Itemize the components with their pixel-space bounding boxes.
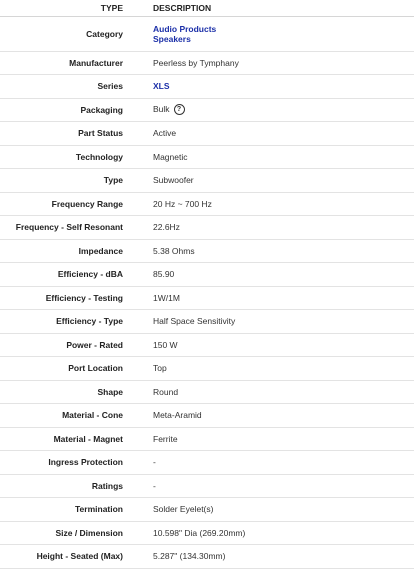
speakers-link[interactable]: Speakers [153,33,191,44]
series-link[interactable]: XLS [153,81,170,92]
table-row [0,404,414,428]
table-row [0,98,414,122]
row-label-height-seated: Height - Seated (Max) [0,545,131,569]
table-row [0,169,414,193]
table-row [0,75,414,99]
question-circle-icon[interactable]: ? [174,104,185,115]
row-value-part-status: Active [131,122,414,146]
table-row [0,16,414,51]
table-row [0,521,414,545]
table-row [0,380,414,404]
row-label-technology: Technology [0,145,131,169]
table-row [0,357,414,381]
table-row [0,145,414,169]
row-value-power-rated: 150 W [131,333,414,357]
table-row [0,545,414,569]
row-label-frequency-range: Frequency Range [0,192,131,216]
row-value-material-magnet: Ferrite [131,427,414,451]
row-value-size-dimension: 10.598" Dia (269.20mm) [131,521,414,545]
row-label-efficiency-dba: Efficiency - dBA [0,263,131,287]
row-value-packaging [131,98,414,122]
table-header-row [0,0,414,16]
row-label-ingress-protection: Ingress Protection [0,451,131,475]
table-row [0,263,414,287]
table-row [0,192,414,216]
table-row [0,498,414,522]
row-value-efficiency-testing: 1W/1M [131,286,414,310]
row-label-size-dimension: Size / Dimension [0,521,131,545]
table-row [0,122,414,146]
row-label-part-status: Part Status [0,122,131,146]
row-label-power-rated: Power - Rated [0,333,131,357]
row-value-manufacturer: Peerless by Tymphany [131,51,414,75]
row-label-category: Category [0,16,131,51]
row-label-material-cone: Material - Cone [0,404,131,428]
row-label-packaging: Packaging [0,98,131,122]
row-label-ratings: Ratings [0,474,131,498]
row-value-frequency-range: 20 Hz ~ 700 Hz [131,192,414,216]
row-label-impedance: Impedance [0,239,131,263]
table-row [0,239,414,263]
row-label-type: Type [0,169,131,193]
row-label-termination: Termination [0,498,131,522]
row-value-material-cone: Meta-Aramid [131,404,414,428]
row-value-port-location: Top [131,357,414,381]
row-value-efficiency-type: Half Space Sensitivity [131,310,414,334]
table-row [0,286,414,310]
table-row [0,474,414,498]
row-label-efficiency-type: Efficiency - Type [0,310,131,334]
table-row [0,427,414,451]
table-row [0,216,414,240]
audio-products-link[interactable]: Audio Products [153,23,217,34]
table-row [0,333,414,357]
row-value-height-seated: 5.287" (134.30mm) [131,545,414,569]
table-row [0,451,414,475]
packaging-value: Bulk [153,104,170,115]
row-value-termination: Solder Eyelet(s) [131,498,414,522]
row-value-technology: Magnetic [131,145,414,169]
row-value-shape: Round [131,380,414,404]
table-row [0,51,414,75]
table-row [0,310,414,334]
row-value-impedance: 5.38 Ohms [131,239,414,263]
row-value-ratings: - [131,474,414,498]
row-value-category [131,16,414,51]
row-label-series: Series [0,75,131,99]
row-value-efficiency-dba: 85.90 [131,263,414,287]
type-column-header: TYPE [0,0,131,16]
row-label-port-location: Port Location [0,357,131,381]
row-label-material-magnet: Material - Magnet [0,427,131,451]
row-label-frequency-self-resonant: Frequency - Self Resonant [0,216,131,240]
row-value-ingress-protection: - [131,451,414,475]
row-label-manufacturer: Manufacturer [0,51,131,75]
description-column-header: DESCRIPTION [131,0,414,16]
row-value-series [131,75,414,99]
row-value-frequency-self-resonant: 22.6Hz [131,216,414,240]
row-value-type: Subwoofer [131,169,414,193]
row-label-efficiency-testing: Efficiency - Testing [0,286,131,310]
row-label-shape: Shape [0,380,131,404]
